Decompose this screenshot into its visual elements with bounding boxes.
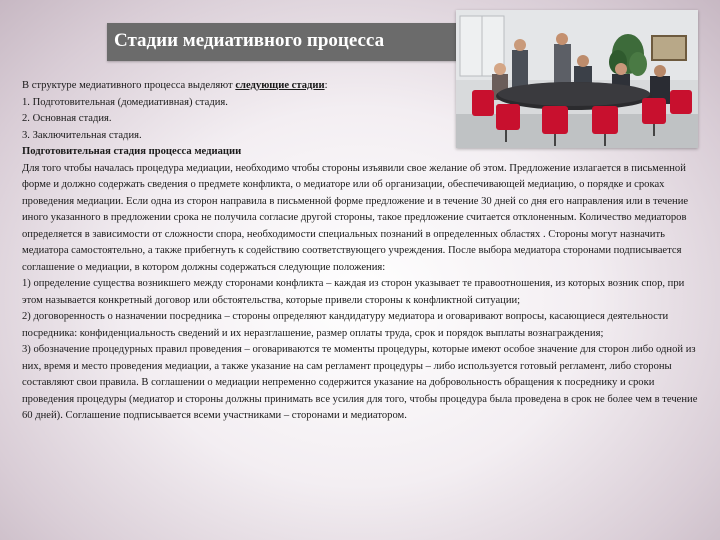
stage-item: 2. Основная стадия. [22,113,112,124]
provision-item-3: 3) обозначение процедурных правил проведения – оговариваются те моменты процедуры, которые имеют особое значение для сторон либо одной из них, время и место проведения медиации, а также указание на сам регламент процедуры – либо используется готовый регламент, либо стороны составляют свои правила. В соглашении о медиации непременно содержится указание на добровольность обращения к посреднику и сроки проведения процедуры (медиатор и стороны должны принимать все усилия для того, чтобы процедура была проведена в срок не более чем в течение 60 дней). Соглашение подписывается всеми участниками – сторонами и медиатором. [22,344,698,421]
stage-item: 3. Заключительная стадия. [22,129,142,141]
section-heading: Подготовительная стадия процесса медиации [22,146,242,157]
slide-title: Стадии медиативного процесса [114,30,385,51]
slide-body [22,78,702,425]
intro-line [22,78,702,95]
provision-item-2: 2) договоренность о назначении посредника – стороны определяют кандидатуру медиатора и оговаривают вопросы, касающиеся деятельности посредника: конфиденциальность сведений и их неразглашение, размер оплаты труда, срок и порядок выплаты вознаграждения; [22,311,669,339]
provision-item-1: 1) определение существа возникшего между сторонами конфликта – каждая из сторон указывает те правоотношения, из которых возник спор, при этом называется конкретный договор или обстоятельства, которые привели стороны к конфликтной ситуации; [22,278,685,306]
main-paragraph: Для того чтобы началась процедура медиации, необходимо чтобы стороны изъявили свое желание об этом. Предложение излагается в письменной форме и должно содержать сведения о предмете конфликта, о медиаторе или об организации, обеспечивающей медиацию, о порядке и сроках проведения медиации. Если одна из сторон направила в письменной форме предложение и в течение 30 дней со дня его направления или в течение иного указанного в предложении срока не получила согласие другой стороны, такое предложение считается отклоненным. Количество медиаторов определяется в зависимости от сложности спора, необходимости специальных познаний в определенных областях . Стороны могут назначить медиатора самостоятельно, а также прибегнуть к содействию соответствующего учреждения. После выбора медиатора сторонами подписывается соглашение о медиации, в котором должны содержаться следующие положения: [22,162,689,273]
intro-suffix: : [324,80,328,91]
intro-bold: следующие стадии [235,80,325,91]
intro-prefix: В структуре медиативного процесса выделяют [22,80,236,91]
title-bar [107,23,457,61]
stage-item: 1. Подготовительная (домедиативная) стадия. [22,96,228,108]
